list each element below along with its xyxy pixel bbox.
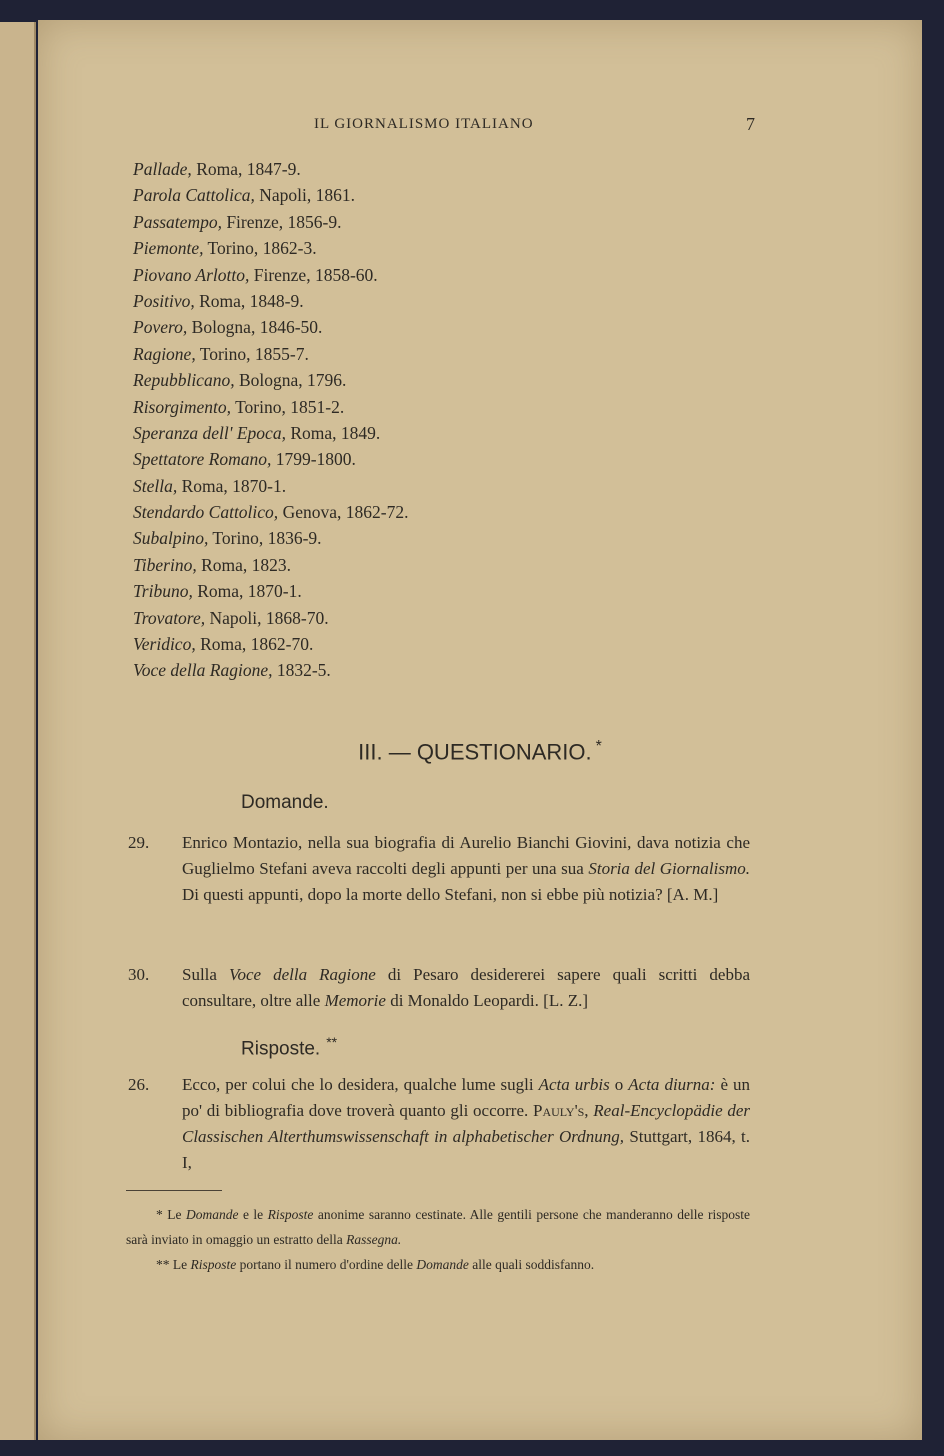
list-item-details: Torino, 1855-7. [195,343,309,364]
list-item [133,578,693,604]
list-item-title: Ragione, [133,343,196,364]
list-item-title: Spettatore Romano, [133,449,272,470]
answer-text [182,1072,750,1176]
question-number: 29. [128,833,150,852]
italic-run: Acta diurna: [628,1075,716,1094]
list-item [133,341,693,367]
domande-heading [241,792,329,814]
footnote-rule [126,1190,222,1191]
list-item-details: 1832-5. [272,660,331,681]
italic-run: Risposte [267,1207,314,1222]
list-item-details: Napoli, 1868-70. [205,607,329,628]
list-item-title: Trovatore, [133,607,206,628]
list-item-details: Roma, 1848-9. [194,290,304,311]
list-item [133,605,693,631]
italic-run: Voce della Ragione [229,965,376,984]
list-item-title: Stella, [133,475,178,496]
text-run: alle quali soddisfanno. [468,1257,595,1272]
list-item-title: Povero, [133,317,188,338]
list-item-details: Roma, 1849. [285,422,381,443]
list-item [133,209,693,235]
list-item-title: Positivo, [133,290,195,311]
text-run: * Le [156,1207,186,1222]
text-run: portano il numero d'ordine delle [236,1257,417,1272]
list-item-title: Pallade, [133,159,192,179]
list-item-title: Piovano Arlotto, [133,264,250,285]
list-item-title: Subalpino, [133,528,209,549]
italic-run: Storia del Giornalismo. [588,859,750,878]
list-item-title: Risorgimento, [133,396,232,417]
list-item [133,525,693,551]
text-run: o [609,1075,629,1094]
footnote-1 [126,1202,750,1252]
list-item [133,552,693,578]
section-title-text: III. — QUESTIONARIO. [358,739,592,765]
question-29 [128,830,750,908]
question-30 [128,962,750,1014]
list-item-details: Bologna, 1846-50. [187,317,323,338]
list-item-title: Speranza dell' Epoca, [133,422,286,443]
list-item [133,446,693,472]
text-run: è un po' di bibliografia dove troverà quanto gli occorre. [182,1075,751,1120]
list-item [133,473,693,499]
section-footnote-mark: * [595,738,602,755]
list-item-details: Roma, 1823. [196,554,292,575]
list-item [133,394,693,420]
list-item-title: Voce della Ragione, [133,660,273,681]
previous-page-edge [0,22,36,1440]
text-run: Di questi appunti, dopo la morte dello Stefani, non si ebbe più notizia? [A. M.] [182,885,719,904]
list-item-title: Veridico, [133,634,196,655]
italic-run: Real-Encyclopädie der Classischen Alterthumswissenschaft in alphabetischer Ordnung, [182,1101,751,1146]
list-item-title: Stendardo Cattolico, [133,502,279,523]
text-run: Sulla [182,965,229,984]
question-text [182,962,750,1014]
footnotes [126,1202,750,1277]
section-title [38,738,922,765]
list-item-details: Firenze, 1856-9. [221,211,342,232]
smallcaps-run: Pauly's, [532,1101,589,1120]
domande-heading-text: Domande. [241,792,329,813]
list-item [133,499,693,525]
periodicals-list [133,156,693,684]
list-item-title: Tribuno, [133,581,193,602]
text-run: Ecco, per colui che lo desidera, qualche lume sugli [182,1075,539,1094]
list-item [133,631,693,657]
page-number: 7 [746,114,756,134]
list-item-title: Passatempo, [133,211,222,232]
list-item-details: Roma, 1862-70. [195,634,314,655]
risposte-heading-text: Risposte. [241,1038,321,1060]
answer-26 [128,1072,750,1176]
answer-number: 26. [128,1075,150,1094]
list-item-details: Bologna, 1796. [234,370,347,391]
document-page [38,20,922,1440]
list-item-details: Firenze, 1858-60. [249,264,378,285]
text-run: Stuttgart, 1864, t. I, [182,1127,750,1172]
text-run: e le [238,1207,268,1222]
list-item [133,235,693,261]
text-run: ** Le [156,1257,191,1272]
italic-run: Memorie [324,991,386,1010]
list-item-details: Roma, 1870-1. [192,581,302,602]
list-item [133,314,693,340]
text-run: anonime saranno cestinate. Alle gentili persone che manderanno delle risposte sarà inviato in omaggio un estratto della [126,1207,750,1247]
italic-run: Acta urbis [538,1075,610,1094]
list-item [133,156,693,182]
italic-run: Domande [416,1257,469,1272]
text-run: di Pesaro desidererei sapere quali scritti debba consultare, oltre alle [182,965,750,1010]
list-item-details: Roma, 1870-1. [177,475,287,496]
question-text [182,830,750,908]
list-item [133,262,693,288]
list-item [133,367,693,393]
list-item-details: Torino, 1862-3. [203,238,317,259]
text-run: di Monaldo Leopardi. [L. Z.] [385,991,588,1010]
list-item-details: Torino, 1836-9. [208,528,322,549]
list-item-details: 1799-1800. [271,449,356,470]
list-item-title: Parola Cattolica, [133,185,255,206]
list-item-details: Roma, 1847-9. [191,159,301,179]
list-item-details: Genova, 1862-72. [278,502,409,523]
list-item-title: Tiberino, [133,554,197,575]
italic-run: Risposte [190,1257,237,1272]
header-title: IL GIORNALISMO ITALIANO [314,116,534,132]
list-item-details: Napoli, 1861. [254,185,355,206]
list-item [133,182,693,208]
page-content [38,20,922,1440]
list-item [133,420,693,446]
risposte-heading [241,1034,337,1060]
footnote-2 [126,1252,750,1277]
list-item [133,288,693,314]
list-item [133,657,693,683]
question-number: 30. [128,965,150,984]
list-item-title: Piemonte, [133,238,204,259]
list-item-details: Torino, 1851-2. [231,396,345,417]
text-run: Enrico Montazio, nella sua biografia di Aurelio Bianchi Giovini, dava notizia che Guglielmo Stefani aveva raccolti degli appunti per una sua [182,833,750,878]
italic-run: Rassegna. [346,1232,402,1247]
list-item-title: Repubblicano, [133,370,235,391]
italic-run: Domande [185,1207,239,1222]
risposte-footnote-mark: ** [326,1034,338,1050]
